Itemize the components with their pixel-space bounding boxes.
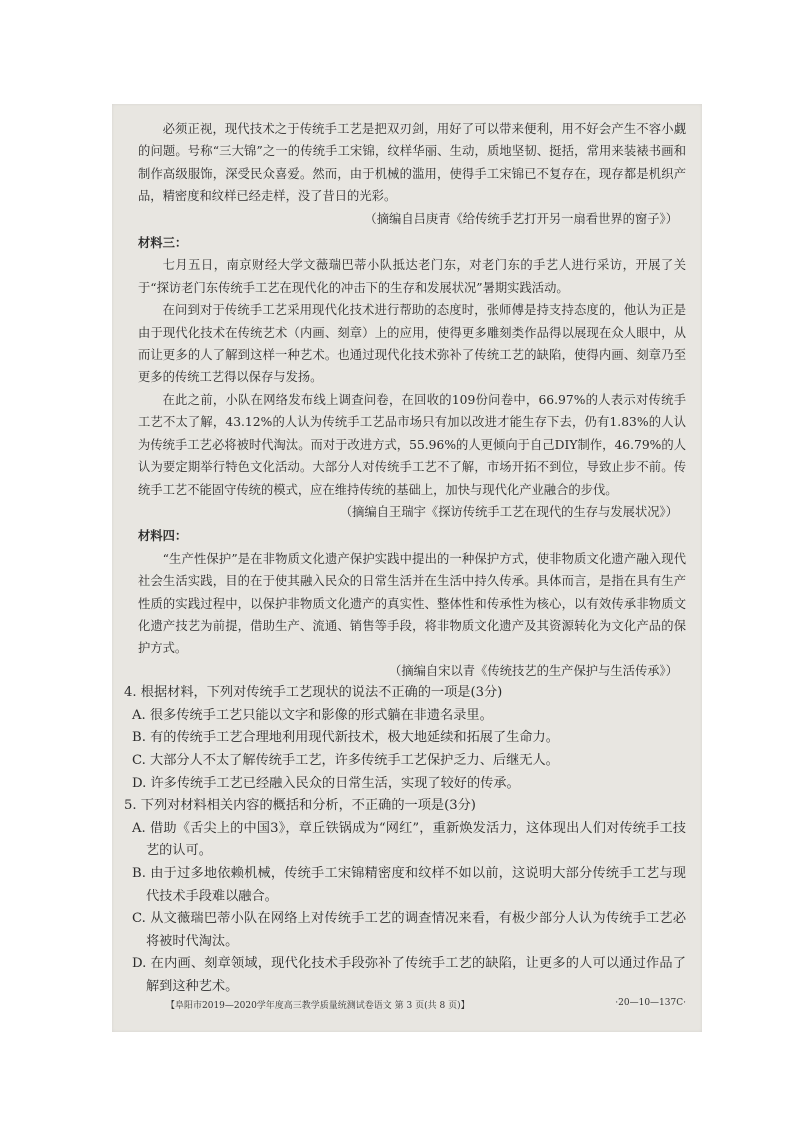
material-4-heading: 材料四： bbox=[138, 528, 188, 544]
question-5-option-d: D. 在内画、刻章领域，现代化技术手段弥补了传统手工艺的缺陷，让更多的人可以通过作品了解到这种艺术。 bbox=[132, 956, 686, 994]
question-5-option-b: B. 由于过多地依赖机械，传统手工宋锦精密度和纹样不如以前，这说明大部分传统手工艺与现代技术手段难以融合。 bbox=[132, 865, 686, 904]
exam-page bbox=[112, 104, 702, 1032]
question-5-option-c: C. 从文薇瑞巴蒂小队在网络上对传统手工艺的调查情况来看，有极少部分人认为传统手工艺必将被时代淘汰。 bbox=[132, 911, 686, 949]
question-4-option-c: C. 大部分人不太了解传统手工艺，许多传统手工艺保护乏力、后继无人。 bbox=[132, 752, 559, 768]
footer-exam-info: 【阜阳市2019—2020学年度高三教学质量统测试卷语文 第 3 页(共 8 页)】 bbox=[166, 1001, 470, 1011]
question-4-option-b: B. 有的传统手工艺合理地利用现代新技术，极大地延续和拓展了生命力。 bbox=[132, 730, 559, 746]
source-citation-3: （摘编自王瑞宇《探访传统手工艺在现代的生存与发展状况》） bbox=[339, 504, 678, 519]
footer-code: ·20—10—137C· bbox=[615, 998, 686, 1008]
material-3-paragraph-1: 七月五日，南京财经大学文薇瑞巴蒂小队抵达老门东，对老门东的手艺人进行采访，开展了关于“探访老门东传统手工艺在现代化的冲击下的生存和发展状况”暑期实践活动。 bbox=[138, 258, 686, 295]
intro-paragraph: 必须正视，现代技术之于传统手工艺是把双刃剑，用好了可以带来便利，用不好会产生不容小觑的问题。号称“三大锦”之一的传统手工宋锦，纹样华丽、生动，质地坚韧、挺括，常用来装裱书画和制作高级服饰，深受民众喜爱。然而，由于机械的滥用，使得手工宋锦已不复存在，现存都是机织产品，精密度和纹样已经走样，没了昔日的光彩。 bbox=[138, 122, 686, 204]
material-3-paragraph-2: 在问到对于传统手工艺采用现代化技术进行帮助的态度时，张师傅是持支持态度的，他认为正是由于现代化技术在传统艺术（内画、刻章）上的应用，使得更多雕刻类作品得以展现在众人眼中，从而让更多的人了解到这样一种艺术。也通过现代化技术弥补了传统工艺的缺陷，使得内画、刻章乃至更多的传统工艺得以保存与发扬。 bbox=[138, 303, 686, 385]
source-citation-2: （摘编自吕庚青《给传统手艺打开另一扇看世界的窗子》） bbox=[364, 211, 678, 226]
question-4-stem: 4. 根据材料，下列对传统手工艺现状的说法不正确的一项是(3分) bbox=[124, 685, 503, 701]
material-4-paragraph-1: “生产性保护”是在非物质文化遗产保护实践中提出的一种保护方式，使非物质文化遗产融入现代社会生活实践，目的在于使其融入民众的日常生活并在生活中持久传承。具体而言，是指在具有生产性质的实践过程中，以保护非物质文化遗产的真实性、整体性和传承性为核心，以有效传承非物质文化遗产技艺为前提，借助生产、流通、销售等手段，将非物质文化遗产及其资源转化为文化产品的保护方式。 bbox=[138, 551, 686, 656]
question-4-option-d: D. 许多传统手工艺已经融入民众的日常生活，实现了较好的传承。 bbox=[132, 775, 520, 791]
page-footer bbox=[166, 998, 686, 1011]
question-5-option-a: A. 借助《舌尖上的中国3》，章丘铁锅成为“网红”，重新焕发活力，这体现出人们对传统手工技艺的认可。 bbox=[132, 820, 686, 859]
question-4-option-a: A. 很多传统手工艺只能以文字和影像的形式躺在非遗名录里。 bbox=[132, 707, 493, 723]
question-5-stem: 5. 下列对材料相关内容的概括和分析，不正确的一项是(3分) bbox=[124, 798, 476, 814]
page-content bbox=[124, 118, 686, 998]
material-3-heading: 材料三： bbox=[138, 235, 188, 251]
material-3-paragraph-3: 在此之前，小队在网络发布线上调查问卷，在回收的109份问卷中，66.97%的人表示对传统手工艺不太了解，43.12%的人认为传统手工艺品市场只有加以改进才能生存下去，仍有1.83%的人认为传统手工艺必将被时代淘汰。而对于改进方式，55.96%的人更倾向于自己DIY制作，46.79%的人认为要定期举行特色文化活动。大部分人对传统手工艺不了解，市场开拓不到位，导致止步不前。传统手工艺不能固守传统的模式，应在维持传统的基础上，加快与现代化产业融合的步伐。 bbox=[138, 392, 686, 497]
source-citation-4: （摘编自宋以青《传统技艺的生产保护与生活传承》） bbox=[389, 663, 678, 678]
